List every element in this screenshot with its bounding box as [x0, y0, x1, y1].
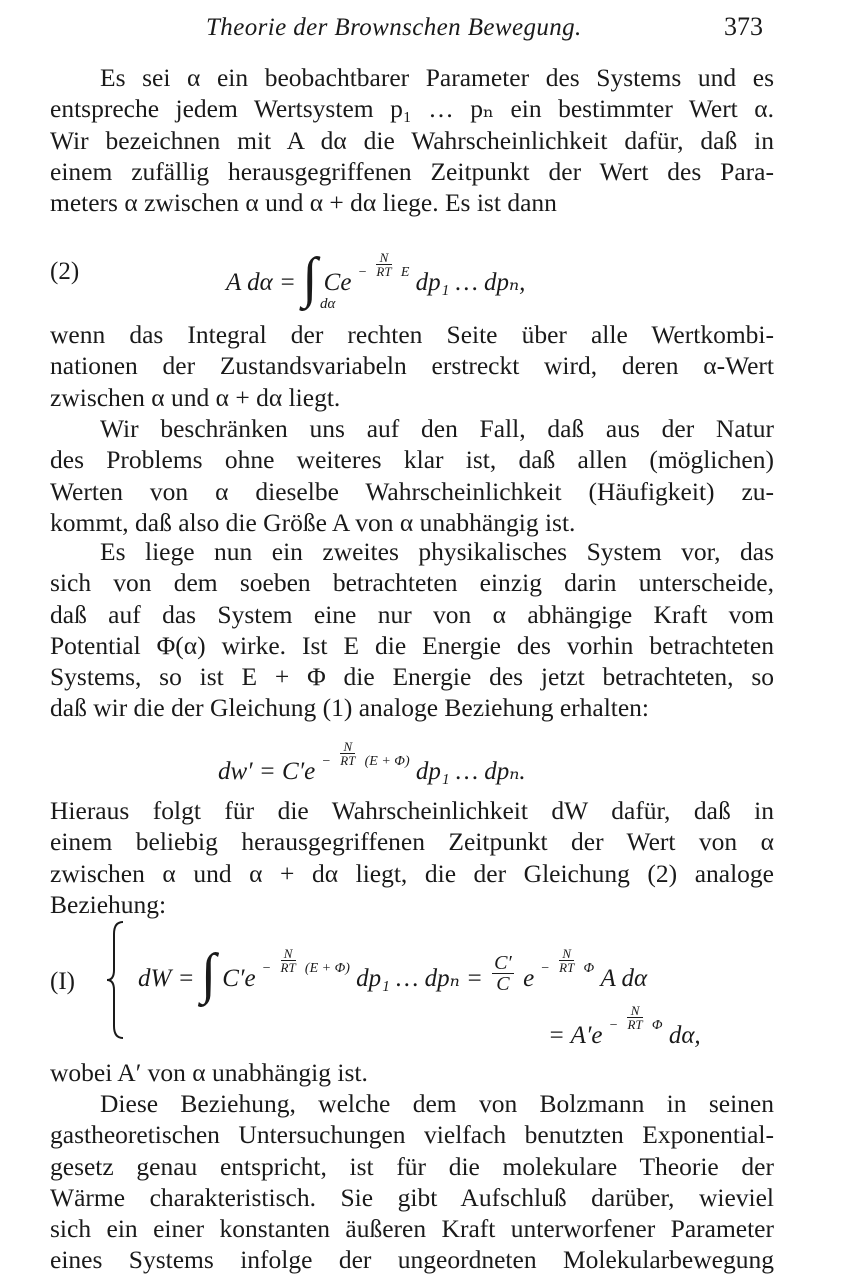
fraction-denominator: RT: [627, 1017, 643, 1032]
exponent-fraction: [281, 947, 296, 974]
text-line: Systems, so ist E + Φ die Energie des jetzt betrachteten, so: [50, 662, 774, 692]
text-line: Wärme charakteristisch. Sie gibt Aufschluß darüber, wieviel: [50, 1182, 774, 1212]
exponent-fraction: [627, 1004, 642, 1031]
page-number: 373: [724, 12, 763, 41]
paragraph-3: [50, 413, 774, 538]
text-line: meters α zwischen α und α + dα liege. Es ist dann: [50, 188, 557, 218]
text-line: Beziehung:: [50, 889, 167, 919]
curly-brace: [105, 920, 127, 1040]
text-line: Wir bezeichnen mit A dα die Wahrscheinlichkeit dafür, daß in: [50, 125, 774, 155]
equation-lhs: dw′ = C′e: [218, 758, 316, 785]
fraction-denominator: RT: [340, 753, 356, 768]
text-line: sich von dem soeben betrachteten einzig darin unterscheide,: [50, 568, 774, 598]
paragraph-7: [50, 1088, 774, 1276]
text-line: entspreche jedem Wertsystem p₁ … pₙ ein bestimmter Wert α.: [50, 94, 774, 124]
equation-differentials: dp₁ … dpₙ.: [415, 758, 526, 785]
equation-label-I: (I): [50, 968, 75, 995]
exponent-tail: Φ: [651, 1018, 663, 1033]
fraction-numerator: N: [376, 251, 391, 265]
text-line: zwischen α und α + dα liegt, die der Gleichung (2) analoge: [50, 858, 774, 888]
text-line: daß auf das System eine nur von α abhängige Kraft vom: [50, 599, 774, 629]
equation-2: [226, 244, 526, 309]
text-line: wenn das Integral der rechten Seite über alle Wertkombi-: [50, 320, 774, 349]
fraction-numerator: N: [627, 1004, 642, 1018]
equation-end: A dα: [600, 965, 648, 992]
equation-I-line-1: [138, 940, 648, 1005]
text-line: eines Systems infolge der ungeordneten Molekularbewegung: [50, 1245, 774, 1275]
exponent-tail: (E + Φ): [364, 754, 410, 769]
fraction-numerator: N: [340, 740, 355, 754]
text-line: Diese Beziehung, welche dem von Bolzmann in seinen: [100, 1089, 774, 1118]
equation-factor: Ce: [323, 269, 352, 296]
text-line: gesetz genau entspricht, ist für die molekulare Theorie der: [50, 1151, 774, 1181]
text-line: Es sei α ein beobachtbarer Parameter des Systems und es: [100, 63, 774, 92]
exponent-minus: −: [261, 961, 272, 976]
text-line: Wir beschränken uns auf den Fall, daß aus der Natur: [100, 414, 774, 443]
fraction-denominator: RT: [376, 264, 392, 279]
text-line: gastheoretischen Untersuchungen vielfach benutzten Exponential-: [50, 1120, 774, 1150]
exponent-minus: −: [608, 1018, 619, 1033]
fraction-numerator: N: [281, 947, 296, 961]
text-line: Es liege nun ein zweites physikalisches System vor, das: [100, 537, 774, 566]
exponent-tail: Φ: [583, 961, 595, 976]
exponent-fraction: [559, 947, 574, 974]
paragraph-5: [50, 795, 774, 920]
exponent-tail: (E + Φ): [304, 961, 350, 976]
exponent-fraction: [340, 740, 355, 767]
equation-end: dα,: [668, 1022, 701, 1049]
ratio-fraction: [492, 953, 514, 994]
text-line: Potential Φ(α) wirke. Ist E die Energie des vorhin betrachteten: [50, 630, 774, 660]
paragraph-2: [50, 319, 774, 413]
fraction-denominator: RT: [559, 960, 575, 975]
fraction-numerator: N: [559, 947, 574, 961]
exponential-base: e: [523, 965, 535, 992]
integral-sign: ∫: [302, 247, 318, 309]
text-line: nationen der Zustandsvariabeln erstreckt wird, deren α-Wert: [50, 351, 774, 381]
integral-sign: ∫: [200, 943, 217, 1005]
exponent-minus: −: [540, 961, 550, 976]
equation-dw-prime: [218, 740, 526, 786]
text-line: des Problems ohne weiteres klar ist, daß allen (möglichen): [50, 445, 774, 475]
exponent-minus: −: [321, 754, 331, 769]
paragraph-6: [50, 1057, 774, 1088]
text-line: zwischen α und α + dα liegt.: [50, 382, 341, 412]
text-line: wobei A′ von α unabhängig ist.: [50, 1058, 368, 1087]
page-header: [0, 6, 843, 46]
paragraph-4: [50, 536, 774, 724]
exponent-fraction: [376, 251, 391, 278]
equation-lhs: dW =: [138, 965, 195, 992]
fraction-denominator: RT: [280, 960, 296, 975]
equation-factor: C′e: [222, 965, 256, 992]
text-line: Hieraus folgt für die Wahrscheinlichkeit dW dafür, daß in: [50, 796, 774, 825]
fraction-numerator: C′: [494, 952, 512, 974]
paragraph-1: [50, 62, 774, 218]
text-line: sich ein einer konstanten äußeren Kraft unterworfener Parameter: [50, 1214, 774, 1244]
text-line: kommt, daß also die Größe A von α unabhängig ist.: [50, 507, 576, 537]
equation-continuation: = A′e: [548, 1022, 603, 1049]
exponent-minus: −: [357, 265, 368, 280]
fraction-denominator: C: [496, 973, 510, 995]
equation-differentials: dp₁ … dpₙ,: [415, 269, 526, 296]
equation-lhs: A dα =: [226, 269, 296, 296]
text-line: einem zufällig herausgegriffenen Zeitpunkt der Wert des Para-: [50, 156, 774, 186]
integral-limit: dα: [320, 296, 336, 312]
text-line: einem beliebig herausgegriffenen Zeitpunkt der Wert von α: [50, 827, 774, 857]
running-title: Theorie der Brownschen Bewegung.: [206, 14, 582, 41]
equation-differentials: dp₁ … dpₙ =: [356, 965, 483, 992]
exponent-variable: E: [400, 265, 410, 280]
equation-label-2: (2): [50, 258, 80, 285]
text-line: Werten von α dieselbe Wahrscheinlichkeit (Häufigkeit) zu-: [50, 476, 774, 506]
text-line: daß wir die der Gleichung (1) analoge Beziehung erhalten:: [50, 693, 650, 723]
equation-I-line-2: [548, 1004, 701, 1050]
